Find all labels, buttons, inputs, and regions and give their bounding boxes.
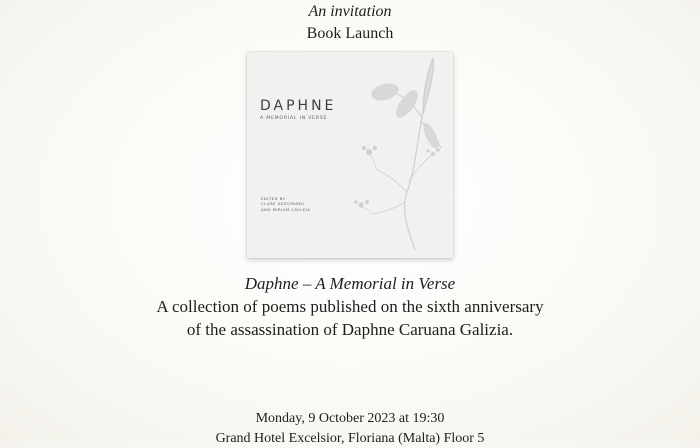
event-venue: Grand Hotel Excelsior, Floriana (Malta) Floor 5 <box>215 431 485 446</box>
book-description <box>0 295 700 341</box>
flower-illustration <box>247 52 453 258</box>
book-cover <box>247 52 453 258</box>
event-type: Book Launch <box>306 25 394 42</box>
book-title: Daphne – A Memorial in Verse <box>244 274 456 293</box>
invitation-label: An invitation <box>308 3 392 20</box>
cover-editors <box>261 196 310 212</box>
cover-title: DAPHNE <box>260 98 337 114</box>
book-description-line: of the assassination of Daphne Caruana Galizia. <box>186 320 514 339</box>
cover-subtitle: A MEMORIAL IN VERSE <box>260 116 328 121</box>
cover-editors-line: CLARE AZZOPARDI <box>261 201 305 207</box>
cover-editors-line: EDITED BY <box>261 196 286 201</box>
book-description-line: A collection of poems published on the sixth anniversary <box>156 297 544 316</box>
cover-editors-line: AND MIRIAM CALLEJA <box>261 206 311 212</box>
event-datetime: Monday, 9 October 2023 at 19:30 <box>255 411 445 426</box>
